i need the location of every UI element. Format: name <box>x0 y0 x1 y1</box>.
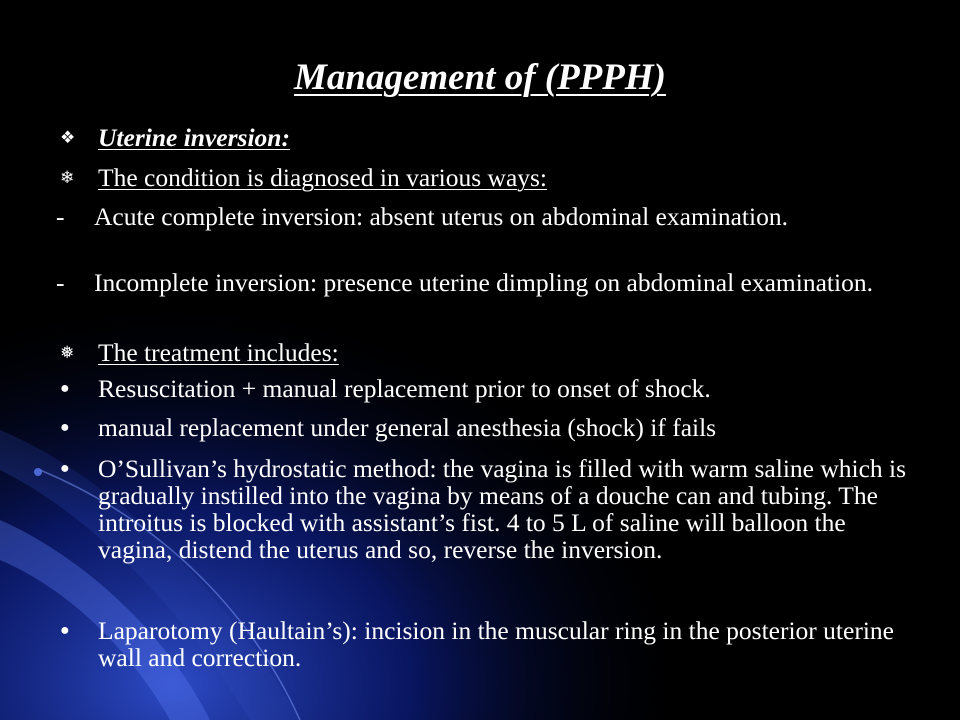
bullet-diagnosis-heading <box>56 164 916 191</box>
disc-bullet-icon: ● <box>60 419 70 436</box>
bullet-incomplete <box>56 269 916 296</box>
bullet-acute-complete <box>56 203 916 230</box>
bullet-resuscitation <box>56 375 916 402</box>
disc-bullet-icon: ● <box>60 380 70 397</box>
dash-bullet: - <box>56 268 65 297</box>
snowflake-bullet-icon: ❅ <box>60 343 75 362</box>
bullet-laparotomy <box>56 617 916 671</box>
bullet-text: The condition is diagnosed in various ways: <box>98 163 548 192</box>
bullet-uterine-inversion <box>56 124 916 151</box>
bullet-text: Incomplete inversion: presence uterine dimpling on abdominal examination. <box>94 268 873 297</box>
bullet-text: Uterine inversion: <box>98 123 290 152</box>
bullet-osullivan <box>56 455 916 563</box>
bullet-text: Resuscitation + manual replacement prior to onset of shock. <box>98 374 711 403</box>
snowflake-bullet-icon: ❄ <box>60 168 75 187</box>
disc-bullet-icon: ● <box>60 622 70 639</box>
diamond-bullet-icon: ❖ <box>60 128 76 147</box>
bullet-text: Acute complete inversion: absent uterus on abdominal examination. <box>94 202 788 231</box>
slide-title: Management of (PPPH) <box>293 57 666 98</box>
disc-bullet-icon: ● <box>60 460 70 477</box>
bullet-text: O’Sullivan’s hydrostatic method: the vagina is filled with warm saline which is gradually instilled into the vagina by means of a douche can and tubing. The introitus is blocked with assistant’s fist. 4 to 5 L of saline will balloon the vagina, distend the uterus and so, reverse the inversion. <box>98 454 907 564</box>
bullet-text: The treatment includes: <box>98 338 339 367</box>
bullet-treatment-heading <box>56 339 916 366</box>
bullet-text: manual replacement under general anesthesia (shock) if fails <box>98 413 717 442</box>
bullet-text: Laparotomy (Haultain’s): incision in the muscular ring in the posterior uterine wall and correction. <box>98 616 894 672</box>
dash-bullet: - <box>56 202 65 231</box>
bullet-manual-replacement <box>56 414 916 441</box>
